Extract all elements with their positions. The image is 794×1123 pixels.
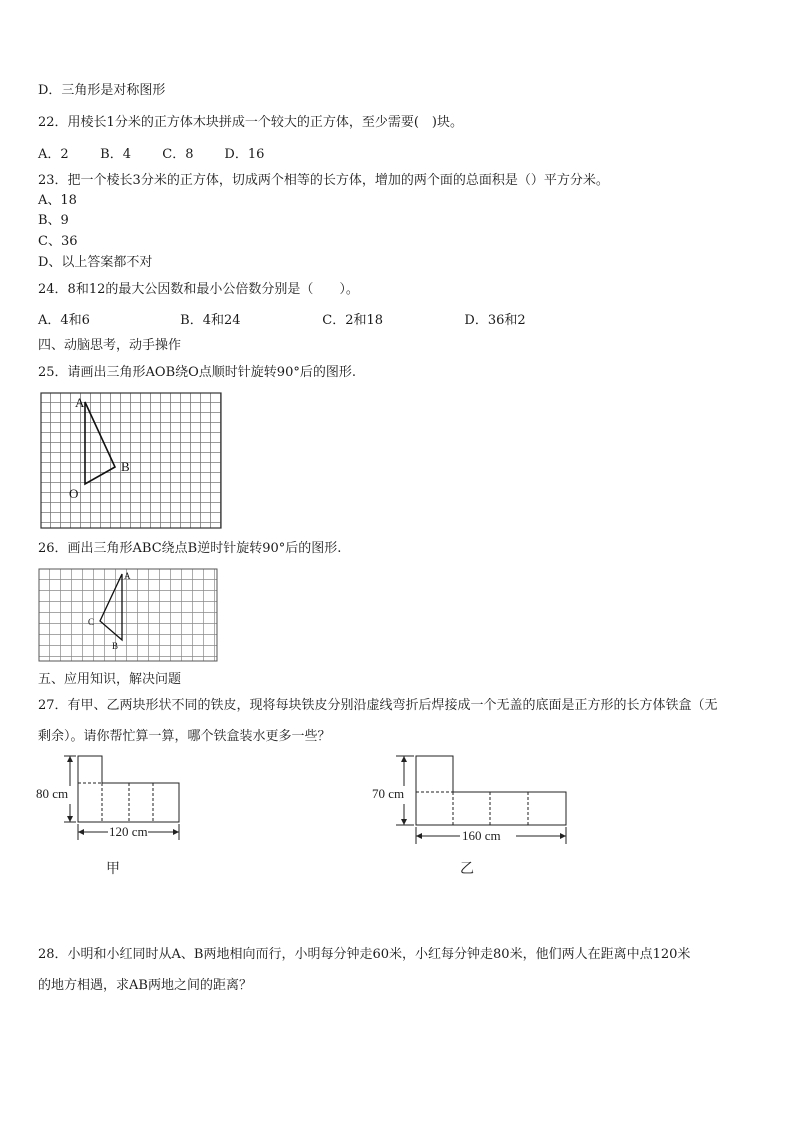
label-c: C [88, 617, 95, 627]
q27-figure-yi [368, 752, 578, 876]
q23-option-d: D、以上答案都不对 [38, 255, 153, 270]
q22-stem: 22．用棱长1分米的正方体木块拼成一个较大的正方体，至少需要( )块。 [38, 115, 463, 130]
figure-name: 甲 [106, 862, 120, 876]
width-label: 120 cm [109, 824, 148, 839]
q26-stem: 26．画出三角形ABC绕点B逆时针旋转90°后的图形. [38, 541, 342, 556]
q22-option-c: C．8 [162, 147, 194, 162]
q24-option-d: D．36和2 [464, 313, 526, 328]
grid [39, 569, 217, 661]
label-b: B [121, 459, 130, 474]
q22-option-b: B．4 [100, 147, 131, 162]
q25-grid-figure [40, 392, 222, 529]
q23-option-a: A、18 [38, 193, 77, 208]
q22-options [38, 146, 264, 164]
q24-stem: 24．8和12的最大公因数和最小公倍数分别是（ ）。 [38, 282, 359, 297]
height-label: 80 cm [36, 786, 69, 801]
figure-name: 乙 [460, 862, 474, 876]
q27-stem-line2: 剩余）。请你帮忙算一算，哪个铁盒装水更多一些？ [38, 729, 331, 744]
q25-stem: 25．请画出三角形AOB绕O点顺时针旋转90°后的图形. [38, 365, 356, 380]
q27-stem-line1: 27．有甲、乙两块形状不同的铁皮，现将每块铁皮分别沿虚线弯折后焊接成一个无盖的底面是正方形的长方体铁盒（无 [38, 698, 718, 713]
fold-lines [102, 783, 153, 822]
q24-options [38, 312, 526, 330]
grid [41, 393, 221, 528]
section4-title: 四、动脑思考，动手操作 [38, 338, 182, 353]
q23-option-b: B、9 [38, 213, 69, 228]
q26-grid-figure [38, 568, 218, 662]
q24-option-a: A．4和6 [38, 313, 90, 328]
q21-option-d: D．三角形是对称图形 [38, 83, 166, 98]
q22-option-d: D．16 [224, 147, 265, 162]
q27-figure-jia [34, 752, 194, 876]
q24-option-c: C．2和18 [322, 313, 384, 328]
height-label: 70 cm [372, 786, 405, 801]
q28-stem-line1: 28．小明和小红同时从A、B两地相向而行，小明每分钟走60米，小红每分钟走80米，他们两人在距离中点120米 [38, 947, 691, 962]
q23-stem: 23．把一个棱长3分米的正方体，切成两个相等的长方体，增加的两个面的总面积是（）平方分米。 [38, 173, 609, 188]
q22-option-a: A．2 [38, 147, 69, 162]
fold-lines [453, 792, 528, 825]
width-label: 160 cm [462, 828, 501, 843]
label-o: O [69, 486, 79, 501]
q24-option-b: B．4和24 [180, 313, 241, 328]
label-b: B [112, 641, 119, 651]
q28-stem-line2: 的地方相遇，求AB两地之间的距离？ [38, 978, 252, 993]
label-a: A [124, 571, 131, 581]
sheet-outline [416, 756, 566, 825]
label-a: A [75, 395, 85, 410]
section5-title: 五、应用知识，解决问题 [38, 672, 182, 687]
q23-option-c: C、36 [38, 234, 78, 249]
